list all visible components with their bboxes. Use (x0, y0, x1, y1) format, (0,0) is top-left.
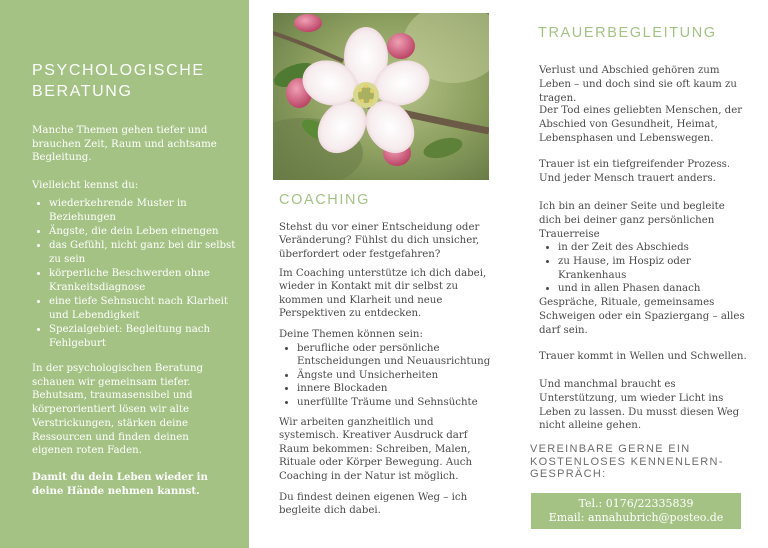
section-title-trauerbegleitung: TRAUERBEGLEITUNG (538, 25, 717, 41)
symptom-list (32, 197, 245, 351)
list-item: • unerfüllte Träume und Sehnsüchte (297, 396, 491, 409)
intro-text: Manche Themen gehen tiefer und brauchen Zeit, Raum und achtsame Begleitung. (32, 125, 217, 164)
trauer-paragraph: Verlust und Abschied gehören zum Leben – und doch sind sie oft kaum zu tragen. (539, 65, 737, 104)
list-item: • Spezialgebiet: Begleitung nach Fehlgeburt (49, 323, 245, 350)
list-item: • zu Hause, im Hospiz oder Krankenhaus (558, 255, 749, 283)
coaching-topic-list (279, 342, 491, 409)
call-to-action: VEREINBARE GERNE EIN KOSTENLOSES KENNENLERN-GESPRÄCH: (530, 443, 724, 481)
left-panel (0, 0, 249, 548)
trauer-paragraph: Ich bin an deiner Seite und begleite dich bei deiner ganz persönlichen Trauerreise (539, 201, 725, 240)
list-item: • Ängste und Unsicherheiten (297, 369, 491, 382)
section-title-psychologische-beratung: PSYCHOLOGISCHE BERATUNG (32, 62, 205, 100)
closing-text: Damit du dein Leben wieder in deine Hände nehmen kannst. (32, 471, 208, 497)
trauer-paragraph: Der Tod eines geliebten Menschen, der Abschied von Gesundheit, Heimat, Lebensphasen und Lebenswegen. (539, 105, 743, 144)
lead-text: Vielleicht kennst du: (32, 180, 139, 191)
coaching-paragraph: Im Coaching unterstütze ich dich dabei, wieder in Kontakt mit dir selbst zu kommen und Klarheit und neue Perspektiven zu entdecken. (279, 268, 487, 320)
trauer-list (539, 241, 749, 296)
list-item: • berufliche oder persönliche Entscheidungen und Neuausrichtung (297, 342, 491, 369)
email-address[interactable]: Email: annahubrich@posteo.de (548, 511, 724, 524)
contact-box (531, 493, 741, 529)
coaching-lead: Deine Themen können sein: (279, 329, 423, 340)
phone-number[interactable]: Tel.: 0176/22335839 (578, 497, 694, 510)
trauer-paragraph: Trauer kommt in Wellen und Schwellen. (539, 351, 747, 362)
coaching-paragraph: Stehst du vor einer Entscheidung oder Veränderung? Fühlst du dich unsicher, überfordert oder festgefahren? (279, 222, 480, 260)
list-item: • das Gefühl, nicht ganz bei dir selbst zu sein (49, 239, 245, 266)
list-item: • und in allen Phasen danach (558, 282, 749, 296)
list-item: • wiederkehrende Muster in Beziehungen (49, 197, 245, 224)
trauer-paragraph: Und manchmal braucht es Unterstützung, um wieder Licht ins Leben zu lassen. Du musst diesen Weg nicht alleine gehen. (539, 379, 740, 432)
list-item: • innere Blockaden (297, 382, 491, 395)
list-item: • in der Zeit des Abschieds (558, 241, 749, 255)
section-title-coaching: COACHING (279, 192, 370, 208)
trauer-paragraph: Trauer ist ein tiefgreifender Prozess. Und jeder Mensch trauert anders. (539, 159, 731, 184)
list-item: • Ängste, die dein Leben einengen (49, 225, 245, 239)
trauer-paragraph: Gespräche, Rituale, gemeinsames Schweigen oder ein Spaziergang – alles darf sein. (539, 297, 745, 336)
coaching-paragraph: Du findest deinen eigenen Weg – ich begleite dich dabei. (279, 492, 468, 517)
list-item: • eine tiefe Sehnsucht nach Klarheit und Lebendigkeit (49, 295, 245, 322)
apple-blossom-photo (273, 13, 489, 180)
body-text: In der psychologischen Beratung schauen wir gemeinsam tiefer. Behutsam, traumasensibel und körperorientiert lösen wir alte Verstrickungen, stärken deine Ressourcen und finden deinen eigenen roten Faden. (32, 363, 204, 457)
list-item: • körperliche Beschwerden ohne Krankeitsdiagnose (49, 267, 245, 294)
coaching-paragraph: Wir arbeiten ganzheitlich und systemisch. Kreativer Ausdruck darf Raum bekommen: Schreiben, Malen, Rituale oder Körper Bewegung. Auch Coaching in der Natur ist möglich. (279, 417, 473, 482)
